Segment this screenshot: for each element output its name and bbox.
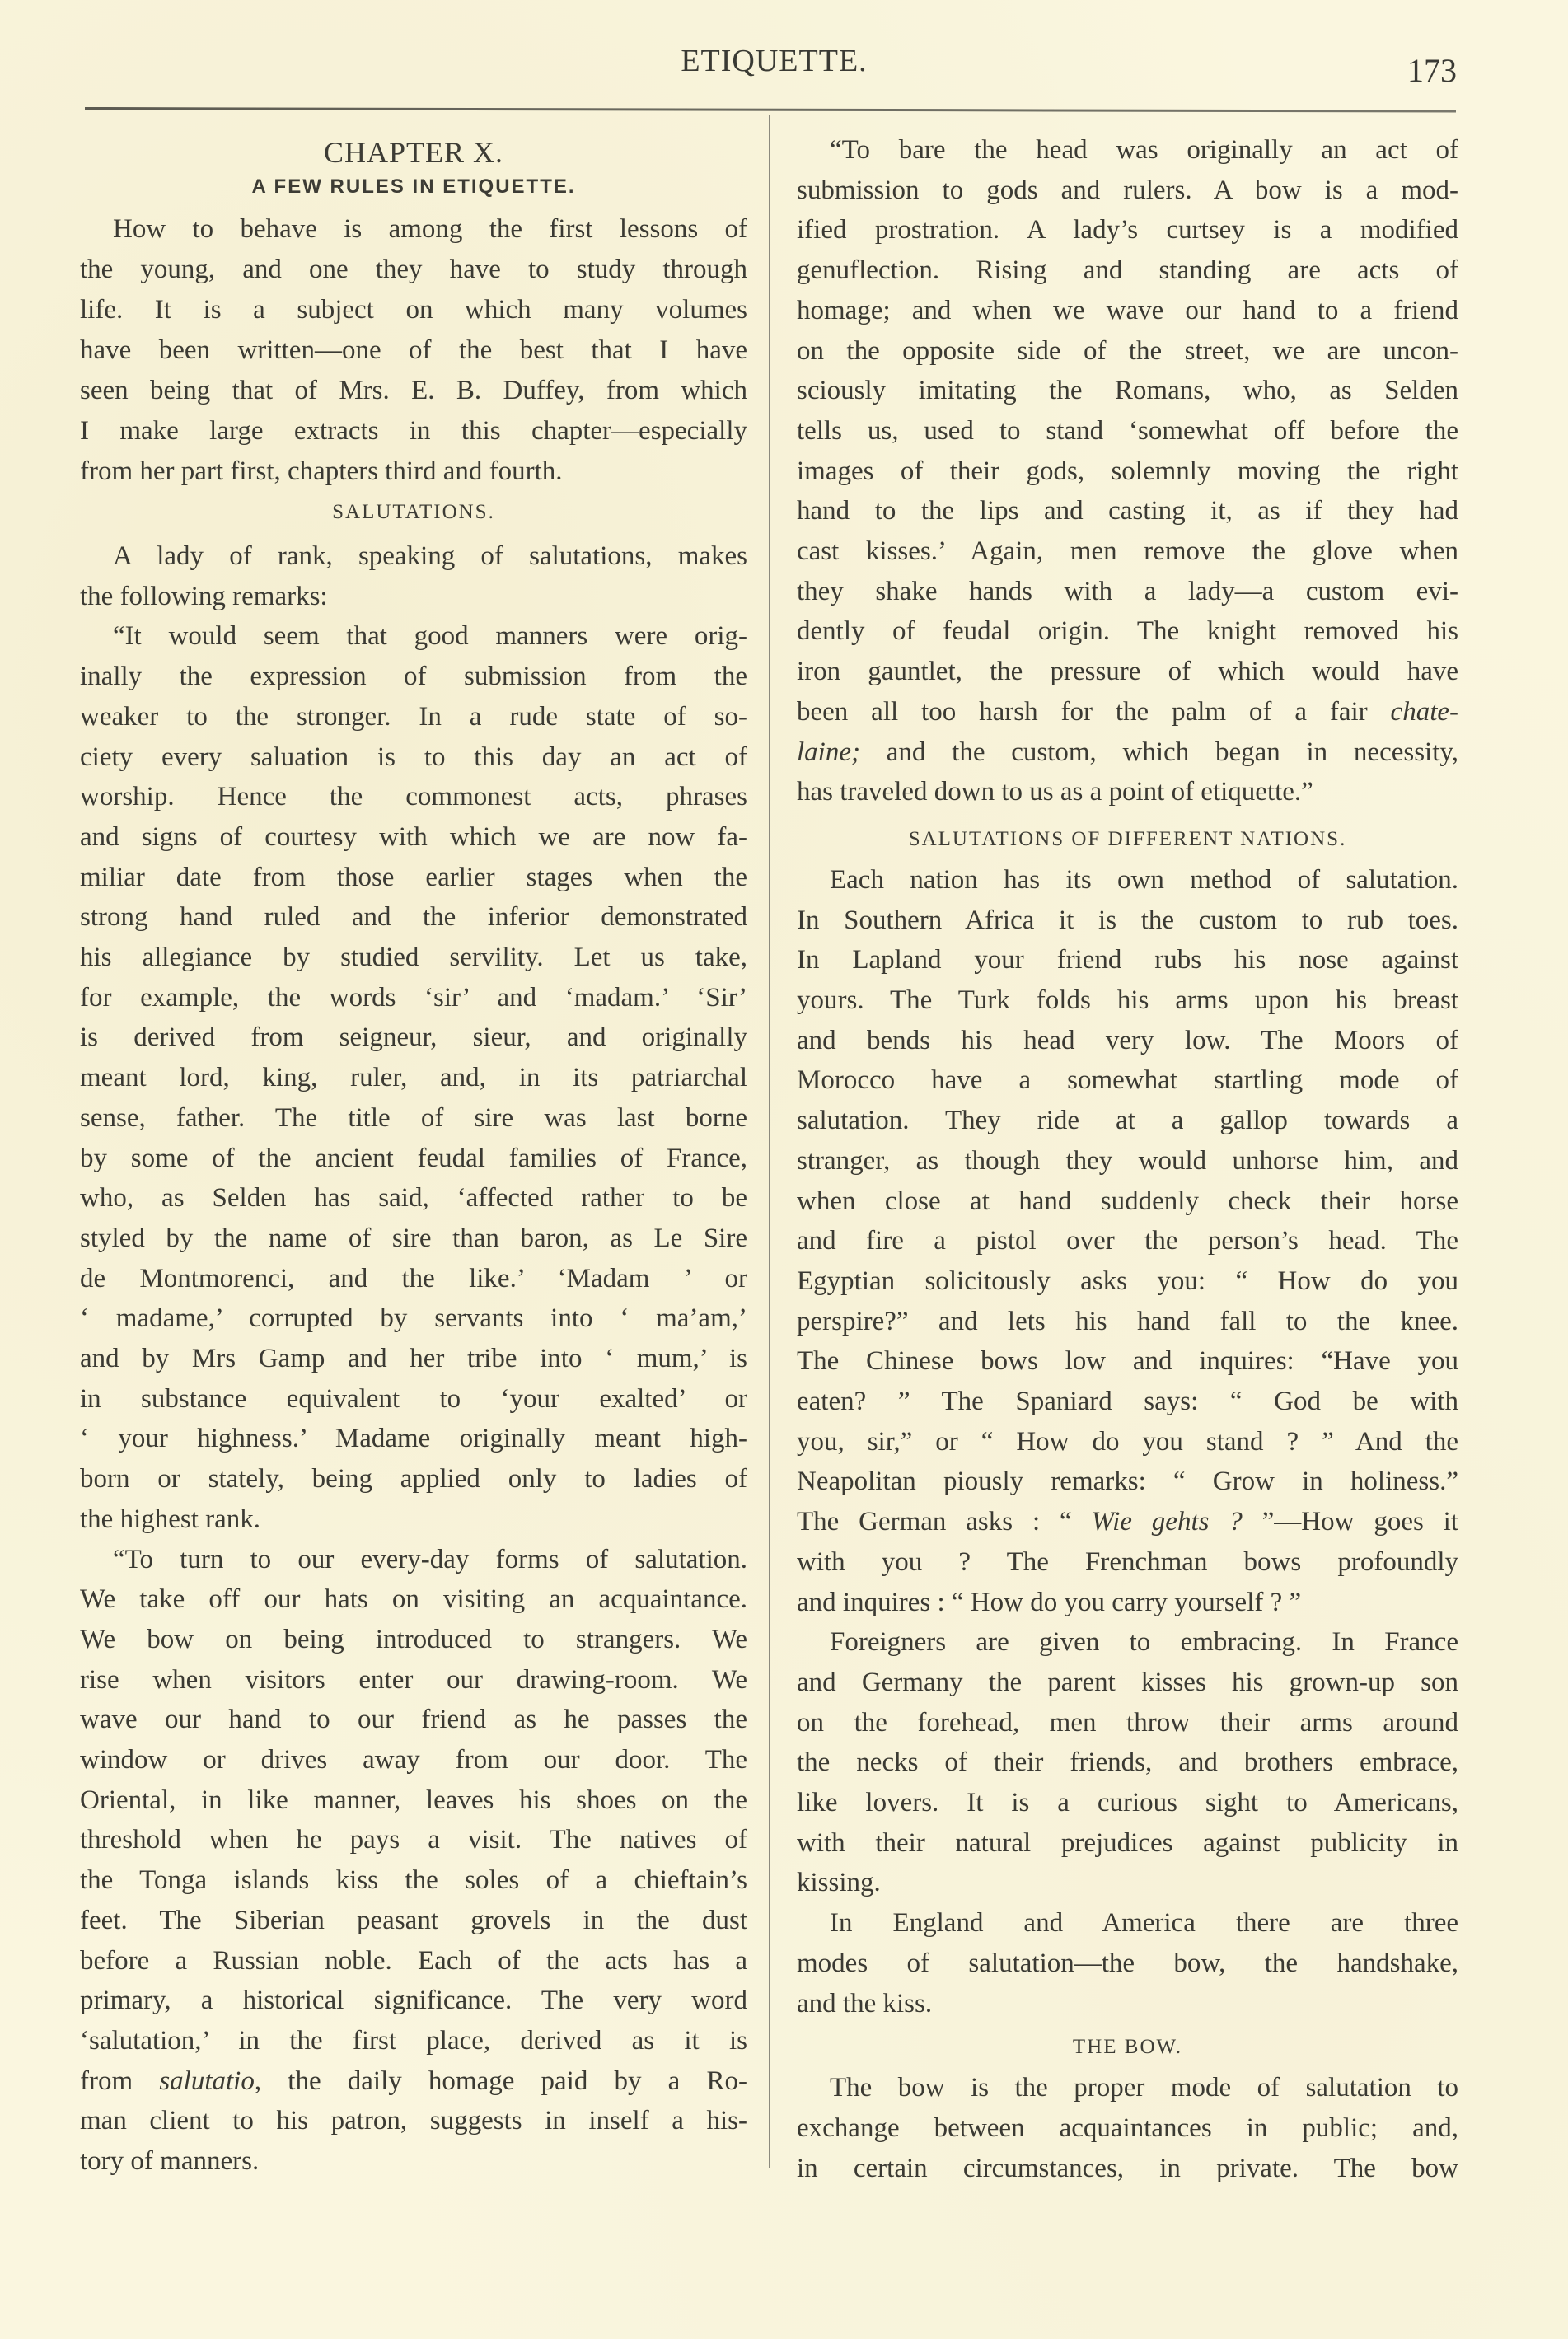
text-line: kissing. bbox=[797, 1868, 881, 1898]
text-line: The bow is the proper mode of salutation to bbox=[830, 2073, 1458, 2103]
text-line: Foreigners are given to embracing. In France bbox=[830, 1627, 1458, 1658]
text-line: with their natural prejudices against publicity in bbox=[797, 1827, 1458, 1858]
text-line: window or drives away from our door. The bbox=[80, 1745, 747, 1775]
text-line: dently of feudal origin. The knight removed his bbox=[797, 616, 1458, 647]
italic-term: salutatio bbox=[159, 2065, 255, 2096]
text-line: when close at hand suddenly check their horse bbox=[797, 1186, 1458, 1216]
text-line: We bow on being introduced to strangers. We bbox=[80, 1624, 747, 1654]
text-line: the following remarks: bbox=[80, 581, 328, 611]
text-line: cast kisses.’ Again, men remove the glove when bbox=[797, 536, 1458, 566]
text-line: weaker to the stronger. In a rude state of so- bbox=[80, 701, 747, 732]
text-line: stranger, as though they would unhorse him, and bbox=[797, 1145, 1458, 1176]
text-line: In Lapland your friend rubs his nose against bbox=[797, 945, 1458, 975]
text-line: strong hand ruled and the inferior demonstrated bbox=[80, 902, 747, 933]
text-line: eaten? ” The Spaniard says: “ God be with bbox=[797, 1387, 1458, 1416]
text-line: by some of the ancient feudal families of France, bbox=[80, 1143, 747, 1173]
text-line: from salutatio, the daily homage paid by a Ro- bbox=[80, 2065, 747, 2096]
text-line: wave our hand to our friend as he passes the bbox=[80, 1705, 747, 1735]
text-line: worship. Hence the commonest acts, phrases bbox=[80, 782, 747, 812]
section-heading-bow: THE BOW. bbox=[1072, 2036, 1183, 2059]
text-line: has traveled down to us as a point of etiquette.” bbox=[797, 777, 1313, 807]
text-line: The Chinese bows low and inquires: “Have you bbox=[797, 1346, 1458, 1377]
text-line: “To turn to our every-day forms of salutation. bbox=[113, 1544, 747, 1574]
text-line: you, sir,” or “ How do you stand ? ” And the bbox=[797, 1426, 1458, 1457]
text-line: In Southern Africa it is the custom to rub toes. bbox=[797, 905, 1458, 935]
text-line: with you ? The Frenchman bows profoundly bbox=[797, 1546, 1458, 1577]
text-line: born or stately, being applied only to ladies of bbox=[80, 1464, 747, 1495]
text-line: man client to his patron, suggests in inself a his- bbox=[80, 2106, 747, 2136]
text-line: tells us, used to stand ‘somewhat off before the bbox=[797, 415, 1458, 446]
italic-term: Wie gehts ? bbox=[1091, 1507, 1243, 1537]
text-line: hand to the lips and casting it, as if they had bbox=[797, 496, 1458, 526]
text-line: de Montmorenci, and the like.’ ‘Madam ’ or bbox=[80, 1263, 747, 1293]
text-line: laine; and the custom, which began in necessity, bbox=[797, 737, 1458, 767]
text-line: submission to gods and rulers. A bow is a mod- bbox=[797, 175, 1458, 205]
text-line: threshold when he pays a visit. The natives of bbox=[80, 1825, 747, 1855]
text-line: and bends his head very low. The Moors of bbox=[797, 1025, 1458, 1055]
text-line: seen being that of Mrs. E. B. Duffey, from which bbox=[80, 376, 747, 405]
text-line: primary, a historical significance. The very word bbox=[80, 1986, 747, 2016]
text-line: images of their gods, solemnly moving the right bbox=[797, 456, 1458, 486]
italic-term: chate- bbox=[1390, 696, 1458, 727]
section-heading-salutations: SALUTATIONS. bbox=[332, 501, 495, 523]
text-line: styled by the name of sire than baron, as Le Sire bbox=[80, 1223, 747, 1253]
text-line: life. It is a subject on which many volumes bbox=[80, 295, 747, 325]
text-line: Neapolitan piously remarks: “ Grow in holiness.” bbox=[797, 1467, 1458, 1497]
text-line: Egyptian solicitously asks you: “ How do you bbox=[797, 1265, 1458, 1296]
text-line: sciously imitating the Romans, who, as Selden bbox=[797, 376, 1458, 406]
text-line: feet. The Siberian peasant grovels in the dust bbox=[80, 1905, 747, 1935]
text-line: salutation. They ride at a gallop towards a bbox=[797, 1106, 1458, 1136]
text-line: tory of manners. bbox=[80, 2146, 260, 2176]
text-line: miliar date from those earlier stages when the bbox=[80, 862, 747, 892]
text-line: A lady of rank, speaking of salutations, makes bbox=[113, 541, 747, 571]
text-line: the young, and one they have to study through bbox=[80, 255, 747, 284]
text-line: “It would seem that good manners were orig- bbox=[113, 621, 747, 652]
text-line: been all too harsh for the palm of a fair chate- bbox=[797, 696, 1458, 727]
text-line: his allegiance by studied servility. Let us take, bbox=[80, 943, 747, 972]
running-title: ETIQUETTE. bbox=[681, 44, 868, 78]
text-line: on the forehead, men throw their arms around bbox=[797, 1707, 1458, 1738]
text-line: like lovers. It is a curious sight to Americans, bbox=[797, 1788, 1458, 1817]
text-line: inally the expression of submission from the bbox=[80, 662, 747, 692]
section-heading-nations: SALUTATIONS OF DIFFERENT NATIONS. bbox=[908, 827, 1347, 850]
text-line: for example, the words ‘sir’ and ‘madam.’ ‘Sir’ bbox=[80, 982, 747, 1013]
text-line: the highest rank. bbox=[80, 1504, 261, 1534]
text-line: “To bare the head was originally an act of bbox=[830, 135, 1458, 165]
text-line: rise when visitors enter our drawing-room. We bbox=[80, 1664, 747, 1695]
text-line: they shake hands with a lady—a custom evi- bbox=[797, 576, 1458, 606]
text-line: in substance equivalent to ‘your exalted’ or bbox=[80, 1383, 747, 1414]
column-divider bbox=[769, 115, 770, 2168]
text-line: is derived from seigneur, sieur, and originally bbox=[80, 1022, 747, 1053]
text-line: Oriental, in like manner, leaves his shoes on the bbox=[80, 1785, 747, 1815]
text-line: have been written—one of the best that I have bbox=[80, 335, 747, 365]
text-line: Each nation has its own method of salutation. bbox=[830, 864, 1458, 895]
text-line: sense, father. The title of sire was last borne bbox=[80, 1102, 747, 1133]
text-line: yours. The Turk folds his arms upon his breast bbox=[797, 985, 1458, 1015]
text-line: the Tonga islands kiss the soles of a chieftain’s bbox=[80, 1865, 747, 1896]
text-line: genuflection. Rising and standing are acts of bbox=[797, 255, 1458, 286]
text-line: iron gauntlet, the pressure of which would have bbox=[797, 657, 1458, 687]
text-line: ‘ madame,’ corrupted by servants into ‘ ma’am,’ bbox=[80, 1303, 747, 1334]
text-line: and by Mrs Gamp and her tribe into ‘ mum,’ is bbox=[80, 1344, 747, 1373]
text-line: on the opposite side of the street, we are uncon- bbox=[797, 335, 1458, 366]
text-line: The German asks : “ Wie gehts ? ”—How goes it bbox=[797, 1507, 1458, 1537]
running-head bbox=[0, 43, 1568, 79]
text-line: and fire a pistol over the person’s head. The bbox=[797, 1226, 1458, 1256]
text-line: the necks of their friends, and brothers embrace, bbox=[797, 1747, 1458, 1778]
page-number: 173 bbox=[1407, 52, 1457, 89]
text-line: meant lord, king, ruler, and, in its patriarchal bbox=[80, 1063, 747, 1093]
text-line: In England and America there are three bbox=[830, 1908, 1458, 1939]
text-line: and the kiss. bbox=[797, 1988, 933, 2019]
chapter-title: CHAPTER X. bbox=[323, 136, 504, 169]
text-line: homage; and when we wave our hand to a friend bbox=[797, 295, 1458, 325]
header-rule bbox=[85, 107, 1456, 112]
text-line: We take off our hats on visiting an acquaintance. bbox=[80, 1584, 747, 1615]
text-line: ified prostration. A lady’s curtsey is a modified bbox=[797, 215, 1458, 246]
text-line: I make large extracts in this chapter—especially bbox=[80, 416, 747, 446]
italic-term: laine; bbox=[797, 737, 860, 767]
text-line: perspire?” and lets his hand fall to the knee. bbox=[797, 1306, 1458, 1336]
text-line: exchange between acquaintances in public; and, bbox=[797, 2112, 1458, 2143]
text-line: in certain circumstances, in private. The bow bbox=[797, 2153, 1458, 2183]
text-line: ‘ your highness.’ Madame originally meant high- bbox=[80, 1424, 747, 1454]
text-line: and signs of courtesy with which we are now fa- bbox=[80, 821, 747, 852]
text-line: and Germany the parent kisses his grown-up son bbox=[797, 1667, 1458, 1697]
text-line: ‘salutation,’ in the first place, derived as it is bbox=[80, 2025, 747, 2056]
text-line: from her part first, chapters third and fourth. bbox=[80, 456, 563, 486]
text-line: before a Russian noble. Each of the acts has a bbox=[80, 1945, 747, 1976]
text-line: ciety every saluation is to this day an act of bbox=[80, 741, 747, 772]
text-line: and inquires : “ How do you carry yourself ? ” bbox=[797, 1587, 1302, 1617]
text-line: How to behave is among the first lessons of bbox=[113, 214, 747, 244]
text-line: who, as Selden has said, ‘affected rather to be bbox=[80, 1183, 747, 1214]
text-line: Morocco have a somewhat startling mode of bbox=[797, 1065, 1458, 1096]
chapter-subtitle: A FEW RULES IN ETIQUETTE. bbox=[251, 175, 576, 198]
text-line: modes of salutation—the bow, the handshake, bbox=[797, 1948, 1458, 1978]
